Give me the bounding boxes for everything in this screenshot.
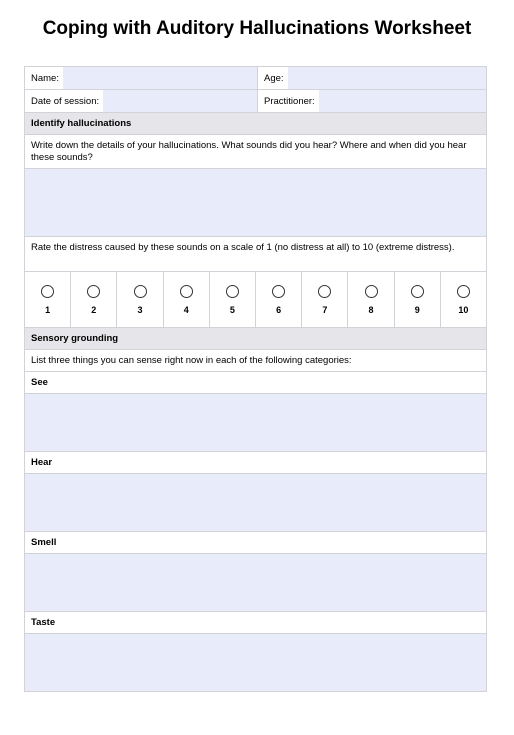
- date-label: Date of session:: [31, 95, 100, 107]
- category-hear-label: Hear: [25, 452, 486, 474]
- rating-option[interactable]: [395, 272, 441, 327]
- name-field[interactable]: [63, 67, 257, 89]
- worksheet: [24, 66, 487, 692]
- name-age-row: [25, 67, 486, 90]
- radio-icon[interactable]: [180, 285, 193, 298]
- date-practitioner-row: [25, 90, 486, 113]
- radio-icon[interactable]: [318, 285, 331, 298]
- rating-label: 1: [45, 304, 51, 315]
- section-header-hallucinations: Identify hallucinations: [25, 113, 486, 135]
- rating-label: 10: [458, 304, 469, 315]
- radio-icon[interactable]: [41, 285, 54, 298]
- date-field[interactable]: [103, 90, 257, 112]
- rating-label: 2: [91, 304, 97, 315]
- hallucinations-prompt: Write down the details of your hallucinations. What sounds did you hear? Where and when did you hear these sounds?: [25, 135, 486, 169]
- rating-label: 3: [137, 304, 143, 315]
- see-text-area[interactable]: [25, 394, 486, 452]
- distress-rating-scale: [25, 272, 486, 328]
- radio-icon[interactable]: [457, 285, 470, 298]
- rating-label: 6: [276, 304, 282, 315]
- hear-text-area[interactable]: [25, 474, 486, 532]
- rating-option[interactable]: [256, 272, 302, 327]
- rating-label: 4: [183, 304, 189, 315]
- radio-icon[interactable]: [87, 285, 100, 298]
- taste-text-area[interactable]: [25, 634, 486, 691]
- practitioner-field[interactable]: [319, 90, 486, 112]
- name-label: Name:: [31, 72, 59, 84]
- category-see-label: See: [25, 372, 486, 394]
- rating-label: 8: [368, 304, 374, 315]
- rating-option[interactable]: [71, 272, 117, 327]
- rating-option[interactable]: [348, 272, 394, 327]
- smell-text-area[interactable]: [25, 554, 486, 612]
- rating-option[interactable]: [25, 272, 71, 327]
- category-smell-label: Smell: [25, 532, 486, 554]
- page-title: Coping with Auditory Hallucinations Worksheet: [42, 18, 472, 39]
- radio-icon[interactable]: [411, 285, 424, 298]
- rating-option[interactable]: [164, 272, 210, 327]
- rating-label: 5: [229, 304, 235, 315]
- age-field[interactable]: [288, 67, 486, 89]
- rating-label: 9: [414, 304, 420, 315]
- distress-rating-prompt: Rate the distress caused by these sounds on a scale of 1 (no distress at all) to 10 (extreme distress).: [25, 237, 486, 272]
- practitioner-label: Practitioner:: [264, 95, 315, 107]
- section-header-sensory-grounding: Sensory grounding: [25, 328, 486, 350]
- hallucinations-text-area[interactable]: [25, 169, 486, 237]
- sensory-prompt: List three things you can sense right now in each of the following categories:: [25, 350, 486, 372]
- radio-icon[interactable]: [272, 285, 285, 298]
- rating-label: 7: [322, 304, 328, 315]
- age-label: Age:: [264, 72, 284, 84]
- radio-icon[interactable]: [226, 285, 239, 298]
- rating-option[interactable]: [302, 272, 348, 327]
- rating-option[interactable]: [117, 272, 163, 327]
- radio-icon[interactable]: [134, 285, 147, 298]
- category-taste-label: Taste: [25, 612, 486, 634]
- rating-option[interactable]: [210, 272, 256, 327]
- radio-icon[interactable]: [365, 285, 378, 298]
- rating-option[interactable]: [441, 272, 486, 327]
